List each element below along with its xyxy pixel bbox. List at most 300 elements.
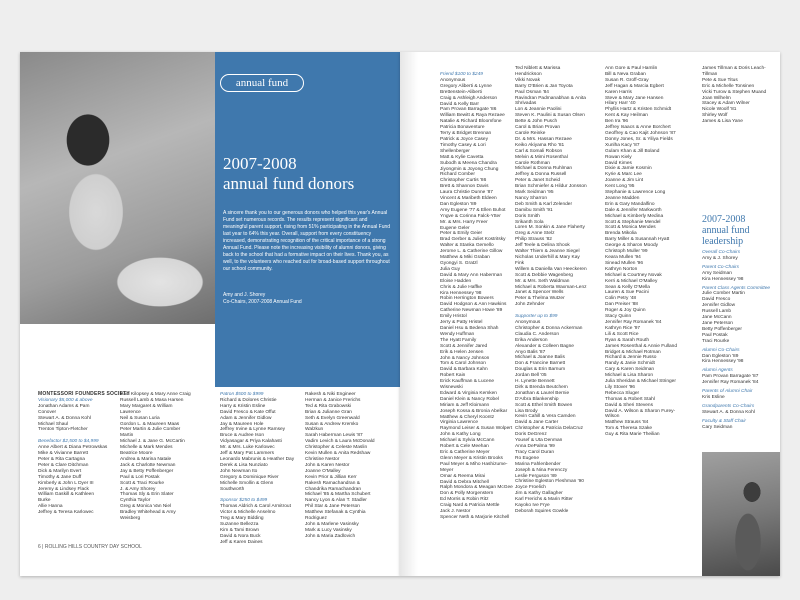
donor-name: Srikanth Sola [515, 219, 544, 225]
donor-name: Ralph Mondora & Meagan McGee [440, 485, 513, 491]
donor-name: Matthew Stefanak & Cynthia [305, 510, 366, 516]
donor-name: Christoph Muller '99 [605, 249, 648, 255]
donor-name: Jack J. Nestor [440, 509, 471, 515]
donor-name: Miriam & Jeff Kloimann [440, 402, 490, 408]
donor-name: Wilson [605, 414, 620, 420]
leadership-name: Dan Egleston '89 [702, 353, 739, 359]
donor-name: Bill & Neva Graban [605, 71, 646, 77]
leadership-name: Jennifer Ray Romanek '84 [702, 380, 759, 386]
donor-name: Joan Wilhelm [702, 95, 731, 101]
photo-archery [702, 452, 780, 576]
donor-name: Joseph & Nina Ferenczy [515, 467, 568, 473]
donor-name: Mr. & Mrs. Seth Waldman [515, 278, 570, 284]
donor-name: Erick Kauffman & Lucene [440, 379, 495, 385]
donor-name: Xunlha Kacy '87 [605, 142, 640, 148]
donor-name: Peter Martin & Julie Comber [120, 427, 181, 433]
leadership-name: Jane Peterson [702, 320, 733, 326]
leadership-name: Pam Provan Barragate '87 [702, 374, 759, 380]
donor-name: Jeff Hagan & Marcia Egbert [605, 83, 664, 89]
donor-name: Vicki Turow & Stephen Muand [702, 89, 767, 95]
donor-name: Janet & Spencer Wells [515, 290, 564, 296]
donor-name: Burke [38, 498, 51, 504]
donor-name: Southworth [220, 486, 245, 492]
donor-name: Rebecca Sluger [605, 390, 640, 396]
donor-name: Nicholas Underhill & Mary Kay [515, 255, 580, 260]
donor-name: Rowan Kiely [605, 154, 632, 160]
leadership-list [702, 250, 770, 433]
donor-name: Brian Schmiefer & Hildur Jonsson [515, 184, 587, 190]
leadership-name: Kris Esline [702, 394, 725, 400]
donor-column [38, 392, 130, 516]
donor-name: James & Lisa Yane [702, 119, 743, 125]
right-page [400, 52, 780, 576]
donor-column [515, 66, 587, 515]
signature [223, 292, 302, 306]
donor-name: Vikki Novak [515, 77, 540, 83]
donor-name: Melvin & Mimi Rosenthal [515, 154, 568, 160]
donor-name: Scott & Monica Mendes [605, 225, 656, 231]
donor-name: John Zehnder [515, 302, 545, 308]
donor-name: Kent & Kay Heilman [605, 113, 648, 119]
donor-name: Paul Kilopsey & Mary Anne Craig [120, 392, 191, 397]
donor-name: Laura Christie Dunne '87 [440, 190, 493, 196]
donor-name: Walter & Stanka Gemello [440, 243, 494, 249]
title-year: 2007-2008 [223, 154, 297, 173]
donor-name: John & Marlene Vasinsky [305, 521, 359, 527]
donor-name: Mark Seidman '95 [515, 190, 554, 196]
donor-name: Yngve & Corinna Falck-Ytter [440, 213, 501, 219]
donor-name: Matthew & Cheryl Koontz [440, 414, 495, 420]
donor-name: Christopher & Celeste Maslin [305, 445, 368, 451]
donor-name: Richard Comber [440, 172, 475, 178]
donor-name: Jay & Betty Poffenberger [120, 468, 174, 474]
donor-name: Bridget & Michael Rotman [605, 349, 661, 355]
donor-name: Michael J. & Jane G. McCartin [120, 439, 185, 445]
donor-name: William Bewitt & Raya Rezaee [440, 113, 505, 119]
donor-name: Thomas Sly & Erin Slater [120, 492, 174, 498]
donor-name: Ravindran Padmanabhan & Anita [515, 95, 586, 101]
donor-name: Daniel Klein & Nancy Robel [440, 396, 499, 402]
donor-name: Gulam Khan & Jill Boland [605, 148, 660, 154]
intro-panel [215, 52, 400, 387]
donor-name: Joanne O'Malley [305, 468, 341, 474]
donor-name: Randy & Janie Schmidt [605, 361, 655, 367]
donor-name: John & Kathy Long [440, 432, 481, 438]
leadership-name: Amy & J. Shorey [702, 255, 738, 261]
donor-name: Mr. & Mrs. Luke Karlowec [220, 445, 275, 451]
donor-name: Suzanne Bellezza [220, 521, 259, 527]
donor-name: Patrick & Joyce Casey [440, 136, 488, 142]
donor-name: Claudia C. Anderson [515, 331, 559, 337]
donor-name: Ted & Rita Grabowski [305, 403, 352, 409]
donor-name: Robin Herrington Bowers [440, 296, 494, 302]
donor-name: Weisberg [120, 516, 141, 522]
donor-name: Stewart A. & Donna Kohl [38, 415, 91, 421]
donor-name: Jeff & Mary Pat Lammers [220, 451, 275, 457]
donor-column [702, 66, 766, 125]
donor-name: Allie Hanna [38, 504, 63, 510]
donor-name: Dan Egleston '89 [440, 201, 477, 207]
leadership-name: Betty Poffenberger [702, 326, 742, 332]
giving-level-heading: MONTESSORI FOUNDERS SOCIETY [38, 391, 130, 397]
donor-name: Peter & Thelma Wutzer [515, 296, 565, 302]
donor-name: Leonardo Mabrunis & Heather Day [220, 456, 295, 462]
donor-name: Kevin Mullen & Anita Redshaw [305, 451, 371, 457]
donor-name: Thomas & Robert Stahl [605, 396, 655, 402]
donor-name: The Hyatt Family [440, 337, 477, 343]
left-page [20, 52, 400, 576]
donor-name: Greg & Anne Stelz [515, 231, 555, 237]
donor-name: Eric & Catherine Meyer [440, 450, 490, 455]
donor-name: Craig & Ashleigh Anderson [440, 95, 498, 101]
page-footer: 6 | ROLLING HILLS COUNTRY DAY SCHOOL [38, 544, 142, 550]
donor-name: Herman & Janice Frerichs [305, 397, 361, 403]
leadership-name: Cary Seidman [702, 424, 733, 430]
donor-name: Walter Thiem & Jeanne Siegel [515, 249, 580, 255]
leadership-name: David Fresco [702, 297, 731, 303]
donor-column [220, 392, 294, 546]
donor-name: Jeremy & Lindsey Flack [38, 486, 89, 492]
donor-name: Christopher & Patricia DelaCruz [515, 426, 583, 432]
donor-name: Christopher & Donna Ackerman [515, 325, 583, 331]
donor-name: Eric & Michelle Tonsinen [702, 83, 755, 89]
donor-name: Jack & Charlotte Newman [120, 462, 176, 468]
donor-name: Michael '85 & Martha Schubert [305, 492, 371, 498]
donor-name: Gordon L. & Maureen Maas [120, 421, 180, 427]
donor-name: Mike & Vivianne Barrett [38, 451, 89, 457]
donor-name: J. & Amy Shorey [120, 486, 156, 492]
donor-name: Peter & Rita Cartagna [38, 456, 85, 462]
donor-name: Alexander & Colleen Bagne [515, 343, 574, 349]
donor-name: Guy & Rita Marie Theilian [605, 432, 660, 438]
donor-name: Jeanne Madden [605, 195, 640, 201]
donor-name: Susan R. Groff-Gray [605, 77, 649, 83]
donor-name: Scott & Debbie Wagenberg [515, 272, 573, 278]
donor-name: Cynthia Taylor [120, 498, 151, 504]
donor-name: Victor & Michelle Anselmo [220, 510, 276, 516]
donor-name: Erik & Helen Jensen [440, 349, 484, 355]
leadership-role: Parent Class Agents Committee [702, 285, 771, 291]
donor-name: David A. Wilson & Sharon Furey- [605, 408, 676, 414]
donor-name: Roger & Joy Quinn [605, 308, 646, 314]
donor-name: Shrivadas [515, 101, 537, 107]
donor-name: Craig Nard & Patricia Mettle [440, 503, 500, 509]
donor-name: Phyllis Hartz & Kristen Schmidt [605, 107, 672, 113]
donor-name: John Newman Ito [220, 468, 258, 474]
donor-name: Harry & Kristin Esline [220, 403, 266, 409]
leadership-name: Kira Hennessey '98 [702, 359, 744, 365]
donor-name: Walzkun [305, 427, 324, 433]
donor-name: Tom & Carol Johnson [440, 361, 486, 367]
leadership-name: Amy Seidman [702, 270, 732, 276]
signature-role: Co-Chairs, 2007-2008 Annual Fund [223, 299, 302, 305]
donor-name: Paul & Lori Postak [120, 474, 160, 480]
donor-name: Anonymous [440, 77, 466, 83]
donor-name: Lily Stover '96 [605, 384, 635, 390]
donor-name: Jordan Bell '05 [515, 373, 547, 379]
donor-name: Bradley Whitehead & Amy [120, 510, 176, 516]
donor-name: Pete & Sue Titus [702, 77, 738, 83]
giving-level-heading: Friend $100 to $249 [440, 72, 483, 77]
donor-name: Wisnewski [440, 385, 463, 391]
donor-name: Deborah Squires Gowkle [515, 508, 569, 514]
donor-name: Keara Mullen '94 [605, 255, 641, 260]
donor-name: Spencer Neth & Marjorie Kitchell [440, 514, 510, 520]
donor-name: Brenda Mikolia [605, 231, 637, 237]
donor-name: Bette & John Pusch [515, 119, 558, 125]
donor-name: Catherine Newman Howe '89 [440, 308, 503, 314]
donor-name: Subodh & Meena Chandra [440, 160, 497, 166]
brochure-spread [20, 52, 780, 576]
donor-name: Geoffrey & Cao Kajit Johnson '87 [605, 130, 676, 136]
donor-name: David & Nora Buck [220, 533, 261, 539]
donor-name: Matt & Kylie Cavetta [440, 154, 484, 160]
donor-name: Jeffrey & Donna Russell [515, 172, 567, 178]
leadership-role: Grandparents Co-Chairs [702, 403, 755, 409]
donor-name: Vincent & Maribeth Eldeen [440, 196, 497, 202]
donor-name: Fink [515, 260, 525, 266]
donor-name: Kevin Prior & Jillian Kerr [305, 474, 357, 480]
donor-name: Ryan & Sarah Routh [605, 337, 649, 343]
donor-name: Trenton Tipton-Fletcher [38, 427, 88, 433]
donor-name: Joanne & Jim Lint [605, 178, 644, 184]
donor-name: Michael & Lisa Sharon [605, 373, 653, 379]
donor-name: David Kimes [605, 160, 632, 166]
donor-name: Erin & Gary Mandalfino [605, 201, 655, 207]
intro-text: A sincere thank you to our generous donors who helped this year's Annual Fund set numerous records. The results represent significant and meaningful parent support, rising from 51% participating in the Annual Fund last year to 64% this year. Overall, support from every constituency increased, demonstrating recognition of the critical importance of a strong Annual Fund. Please note the increasing visibility of alumni donors, giving back to the school that had a formative impact on their lives. Thank you, as well, to the volunteers who reached out for broad-based support throughout our school community. [223, 210, 391, 272]
leadership-name: Julie Comber Martin [702, 291, 745, 297]
donor-name: Robert Kain [440, 373, 466, 379]
donor-name: Cary & Karen Seidman [605, 367, 655, 373]
donor-name: Christine Egleston Fleshman '90 [515, 479, 584, 485]
donor-name: Michael Shaul [38, 421, 69, 427]
donor-name: Michael & Kimberly Medina [605, 213, 664, 219]
donor-name: Chandrika Ramachandran [305, 486, 361, 492]
donor-name: Anna DePalma '99 [515, 444, 555, 449]
donor-name: Dale & Jennifer Markworth [605, 207, 662, 213]
donor-name: David & Mary Ann Haberman [440, 272, 503, 278]
leadership-role: Parents of Alumni Chair [702, 389, 753, 395]
donor-name: Sarah Haberman Lewis '87 [305, 433, 363, 439]
donor-name: Timothy Casey & Lori [440, 142, 486, 148]
donor-name: Raymond Leiser & Susan Wolpert [440, 426, 513, 432]
donor-name: Anne Albert & Diana Petrowskas [38, 445, 108, 451]
donor-name: Susan & Andrew Kremko [305, 421, 359, 427]
donor-name: Kathryn Rice '97 [605, 325, 641, 331]
donor-name: James Tillman & Doris Leach- [702, 66, 766, 71]
donor-name: Kathryn Norton [605, 266, 638, 272]
donor-name: Matthew & Miki Graban [440, 255, 490, 261]
donor-name: Martin [120, 433, 134, 439]
donor-name: Damibu Smith '91 [515, 207, 553, 213]
donor-name: David Hodgson & Ann Hawkins [440, 302, 507, 308]
donor-name: Michael & Courtney Novak [605, 272, 662, 278]
donor-name: Seth & Evelyn Greenwald [305, 415, 360, 421]
donor-name: Anyo Balis '87 [515, 349, 546, 355]
donor-name: Michelle & Mark Mendes [120, 445, 173, 451]
donor-name: Russell Lamb & Masa Harsen [120, 397, 184, 403]
donor-name: Scott & Ethel Smith Bowen [515, 402, 573, 408]
donor-name: Lili & Scott Rice [605, 331, 639, 337]
donor-name: Edward & Virginia Kemken [440, 390, 497, 396]
giving-level-heading: Patron $500 to $999 [220, 392, 264, 397]
donor-name: Karen Harris [605, 89, 632, 95]
donor-name: Jeffrey Isaacs & Anne Borchert [605, 125, 671, 131]
donor-name: Willem & Daniella Van Heeckeren [515, 266, 587, 272]
donor-name: David & Kelly Barr [440, 101, 479, 107]
donor-name: Scott & Stephanie Mendel [605, 219, 661, 225]
leadership-role: Alumni Co-Chairs [702, 347, 740, 353]
donor-name: Kayoko Ive Frye [515, 503, 550, 509]
donor-name: Natalie & Richard Bloomfone [440, 119, 502, 125]
donor-name: James Rosenthal & Annie Fulland [605, 343, 677, 349]
donor-name: David Fresco & Kate Offut [220, 409, 276, 415]
donor-name: Ted Niblett & Marissa [515, 66, 561, 71]
donor-name: Julia Guy [440, 266, 460, 272]
donor-name: Greg & Monica Van Niel [120, 504, 172, 510]
donor-name: Gyongyi S. Gratzl [440, 261, 478, 266]
donor-name: Christopher Curtis '86 [440, 178, 487, 184]
donor-name: H. Lynette Bennett [515, 379, 555, 385]
donor-name: Shellenberger [440, 148, 470, 154]
donor-name: Beatrice Moore [120, 451, 153, 457]
donor-name: Daniel Hsu & Bedena Shah [440, 325, 499, 331]
donor-name: Sinead Mullen '96 [605, 260, 643, 266]
donor-name: Carol & Brian Provan [515, 125, 561, 131]
donor-name: Derek & Lisa Nunziato [220, 462, 268, 468]
donor-name: Paul Meyer & Miho Hashizume- [440, 461, 508, 467]
donor-name: Emily Hristol [440, 314, 467, 320]
donor-name: Jerry & Patty Hristel [440, 320, 483, 326]
donor-name: Nicole Woolf '81 [702, 107, 737, 113]
donor-name: Jerome L. & Catherine Gillow [440, 249, 503, 255]
donor-name: Carl & Somali Robson [515, 148, 563, 154]
donor-name: Pam Provan Barragate '86 [440, 107, 497, 113]
leadership-name: Russell Lamb [702, 309, 732, 315]
donor-name: Peter & Clare Ditchman [38, 462, 89, 468]
title-text: annual fund donors [223, 174, 355, 193]
donor-name: Timothy & Jane Duff [38, 474, 82, 480]
donor-name: Michelle Smollin & Glenn [220, 480, 274, 486]
donor-name: Doris DeGrenz [515, 432, 547, 438]
donor-name: Michael & Donna Ruhlman [515, 166, 573, 172]
donor-name: Richard & Dolores Christie [220, 397, 277, 403]
donor-name: Doris Smith [515, 213, 540, 219]
donor-name: Jim & Kathy Gallagher [515, 491, 563, 497]
donor-name: Mark & Lucy Vasinsky [305, 527, 352, 533]
donor-name: Jonathan Adams & Pam [38, 403, 90, 409]
donor-name: Kimberly & John L Dyer III [38, 480, 94, 486]
leadership-name: Traci Rourke [702, 338, 730, 344]
donor-name: Kyrie & Marc Lee [605, 172, 642, 178]
donor-name: Stephanie & Lawrence Long [605, 190, 666, 196]
donor-name: Matthew Strauss '84 [605, 420, 649, 426]
donor-name: Erika Anderson [515, 337, 548, 343]
donor-name: Carole Reinke [515, 130, 546, 136]
donor-name: Carole Rothman [515, 160, 550, 166]
donor-name: Scott & Traci Rourke [120, 480, 164, 486]
donor-name: Patricia Bonaventure [440, 125, 485, 131]
donor-name: Brian & Julianne Gran [305, 409, 352, 415]
donor-name: Kim & Tami Brown [220, 527, 260, 533]
donor-name: Julia Sheridan & Michael Stringer [605, 379, 676, 385]
donor-name: Stacey & Adam Wilner [702, 101, 750, 107]
donor-name: Scott & Jennifer Jared [440, 343, 488, 349]
donor-name: Phil Star & Jane Peterson [305, 504, 360, 510]
donor-name: Rodriguez [305, 516, 327, 522]
donor-name: Donny Jones, Sr. & Yiliya Fields [605, 136, 673, 142]
donor-name: Omar & Reema Mirai [440, 473, 486, 479]
donor-name: Don & Polly Morgenstern [440, 491, 494, 497]
donor-name: Barry Miller & Susannah Hyatt [605, 237, 670, 243]
leadership-role: Faculty & Staff Chair [702, 418, 746, 424]
leadership-name: Paul Postak [702, 332, 728, 338]
donor-name: Chris & Julie Haffke [440, 284, 483, 290]
donor-column [440, 72, 513, 521]
donor-name: David & Barbara Kahn [440, 367, 488, 373]
donor-name: Glenn Meyer & Kristin Brooks [440, 455, 503, 461]
donor-name: Shirley Wolf [702, 113, 728, 119]
donor-name: Virginia Lawrence [440, 420, 479, 426]
leadership-role: Parent Co-Chairs [702, 264, 740, 270]
donor-name: Vidyasagar & Priya Kalahasti [220, 439, 282, 445]
donor-column [605, 66, 677, 438]
donor-name: Kira Hennessey '98 [440, 290, 482, 296]
donor-name: David & Debra Mitchell [440, 479, 489, 485]
donor-name: Lawrence [120, 409, 141, 415]
donor-name: Vadim Levich & Laura McDonald [305, 439, 375, 445]
leadership-title-text-2: leadership [702, 236, 744, 247]
donor-name: Dick & Marilyn Evert [38, 468, 82, 474]
donor-name: Dirk & Brenda Beutchem [515, 384, 568, 390]
donor-name: Terry & Bridget Brennan [440, 131, 492, 137]
donor-name: Kevin Cahill & Vera Camden [515, 414, 576, 420]
leadership-role: Overall Co-Chairs [702, 250, 741, 255]
donor-name: Ann Gore & Paul Hamlin [605, 66, 658, 71]
donor-name: Mr. & Mrs. Harry Freer [440, 219, 488, 225]
donor-name: Brad Gerber & Juliet Kostritsky [440, 237, 506, 243]
donor-name: Neil & Susan Luria [120, 415, 160, 421]
donor-name: Stacy Quinn [605, 314, 632, 320]
donor-name: George & Sharon Moody [605, 243, 659, 249]
donor-name: Don & Francine Barnett [515, 361, 566, 367]
donor-name: Peter & Janet Scheid [515, 178, 561, 184]
donor-name: David & Jane Carter [515, 420, 559, 426]
donor-name: David & Sheri Stevens [605, 402, 653, 408]
donor-name: Michael & Joanne Balis [515, 355, 565, 361]
donor-name: Dr. & Mrs. Hassan Rezaee [515, 136, 572, 142]
donor-name: D'Arbra Blankenship [515, 396, 559, 402]
donor-name: Lauren & Sue Pacini [605, 290, 649, 296]
donor-name: Nancy Sharron [515, 195, 547, 201]
donor-name: Tracy Carol Duran [515, 449, 555, 455]
donor-name: Jay & Maureen Hole [220, 421, 264, 427]
donor-name: Douglas & Erin Barnum [515, 367, 566, 373]
donor-name: Robert & Cele Meehan [440, 444, 489, 450]
leadership-name: Kira Hennessey '98 [702, 276, 744, 282]
donor-name: Jeff & Karen Daines [220, 539, 263, 545]
donor-name: Rakesh Ramachandran & [305, 480, 360, 486]
donor-name: Dixie & Jamie Kosmin [605, 166, 652, 172]
donor-name: Treg & Mary Bidding [220, 516, 264, 522]
donor-name: Jiyongmin & Joyong Chung [440, 166, 499, 172]
donor-name: Dan Preiser '88 [605, 302, 638, 308]
donor-column [120, 392, 191, 522]
leadership-role: Alumni Agents [702, 368, 733, 374]
donor-name: Lisa Brody [515, 408, 538, 414]
donor-name: Barry O'Brien & Jan Toyota [515, 83, 573, 89]
donor-name: William Gaskill & Kathleen [38, 492, 94, 498]
